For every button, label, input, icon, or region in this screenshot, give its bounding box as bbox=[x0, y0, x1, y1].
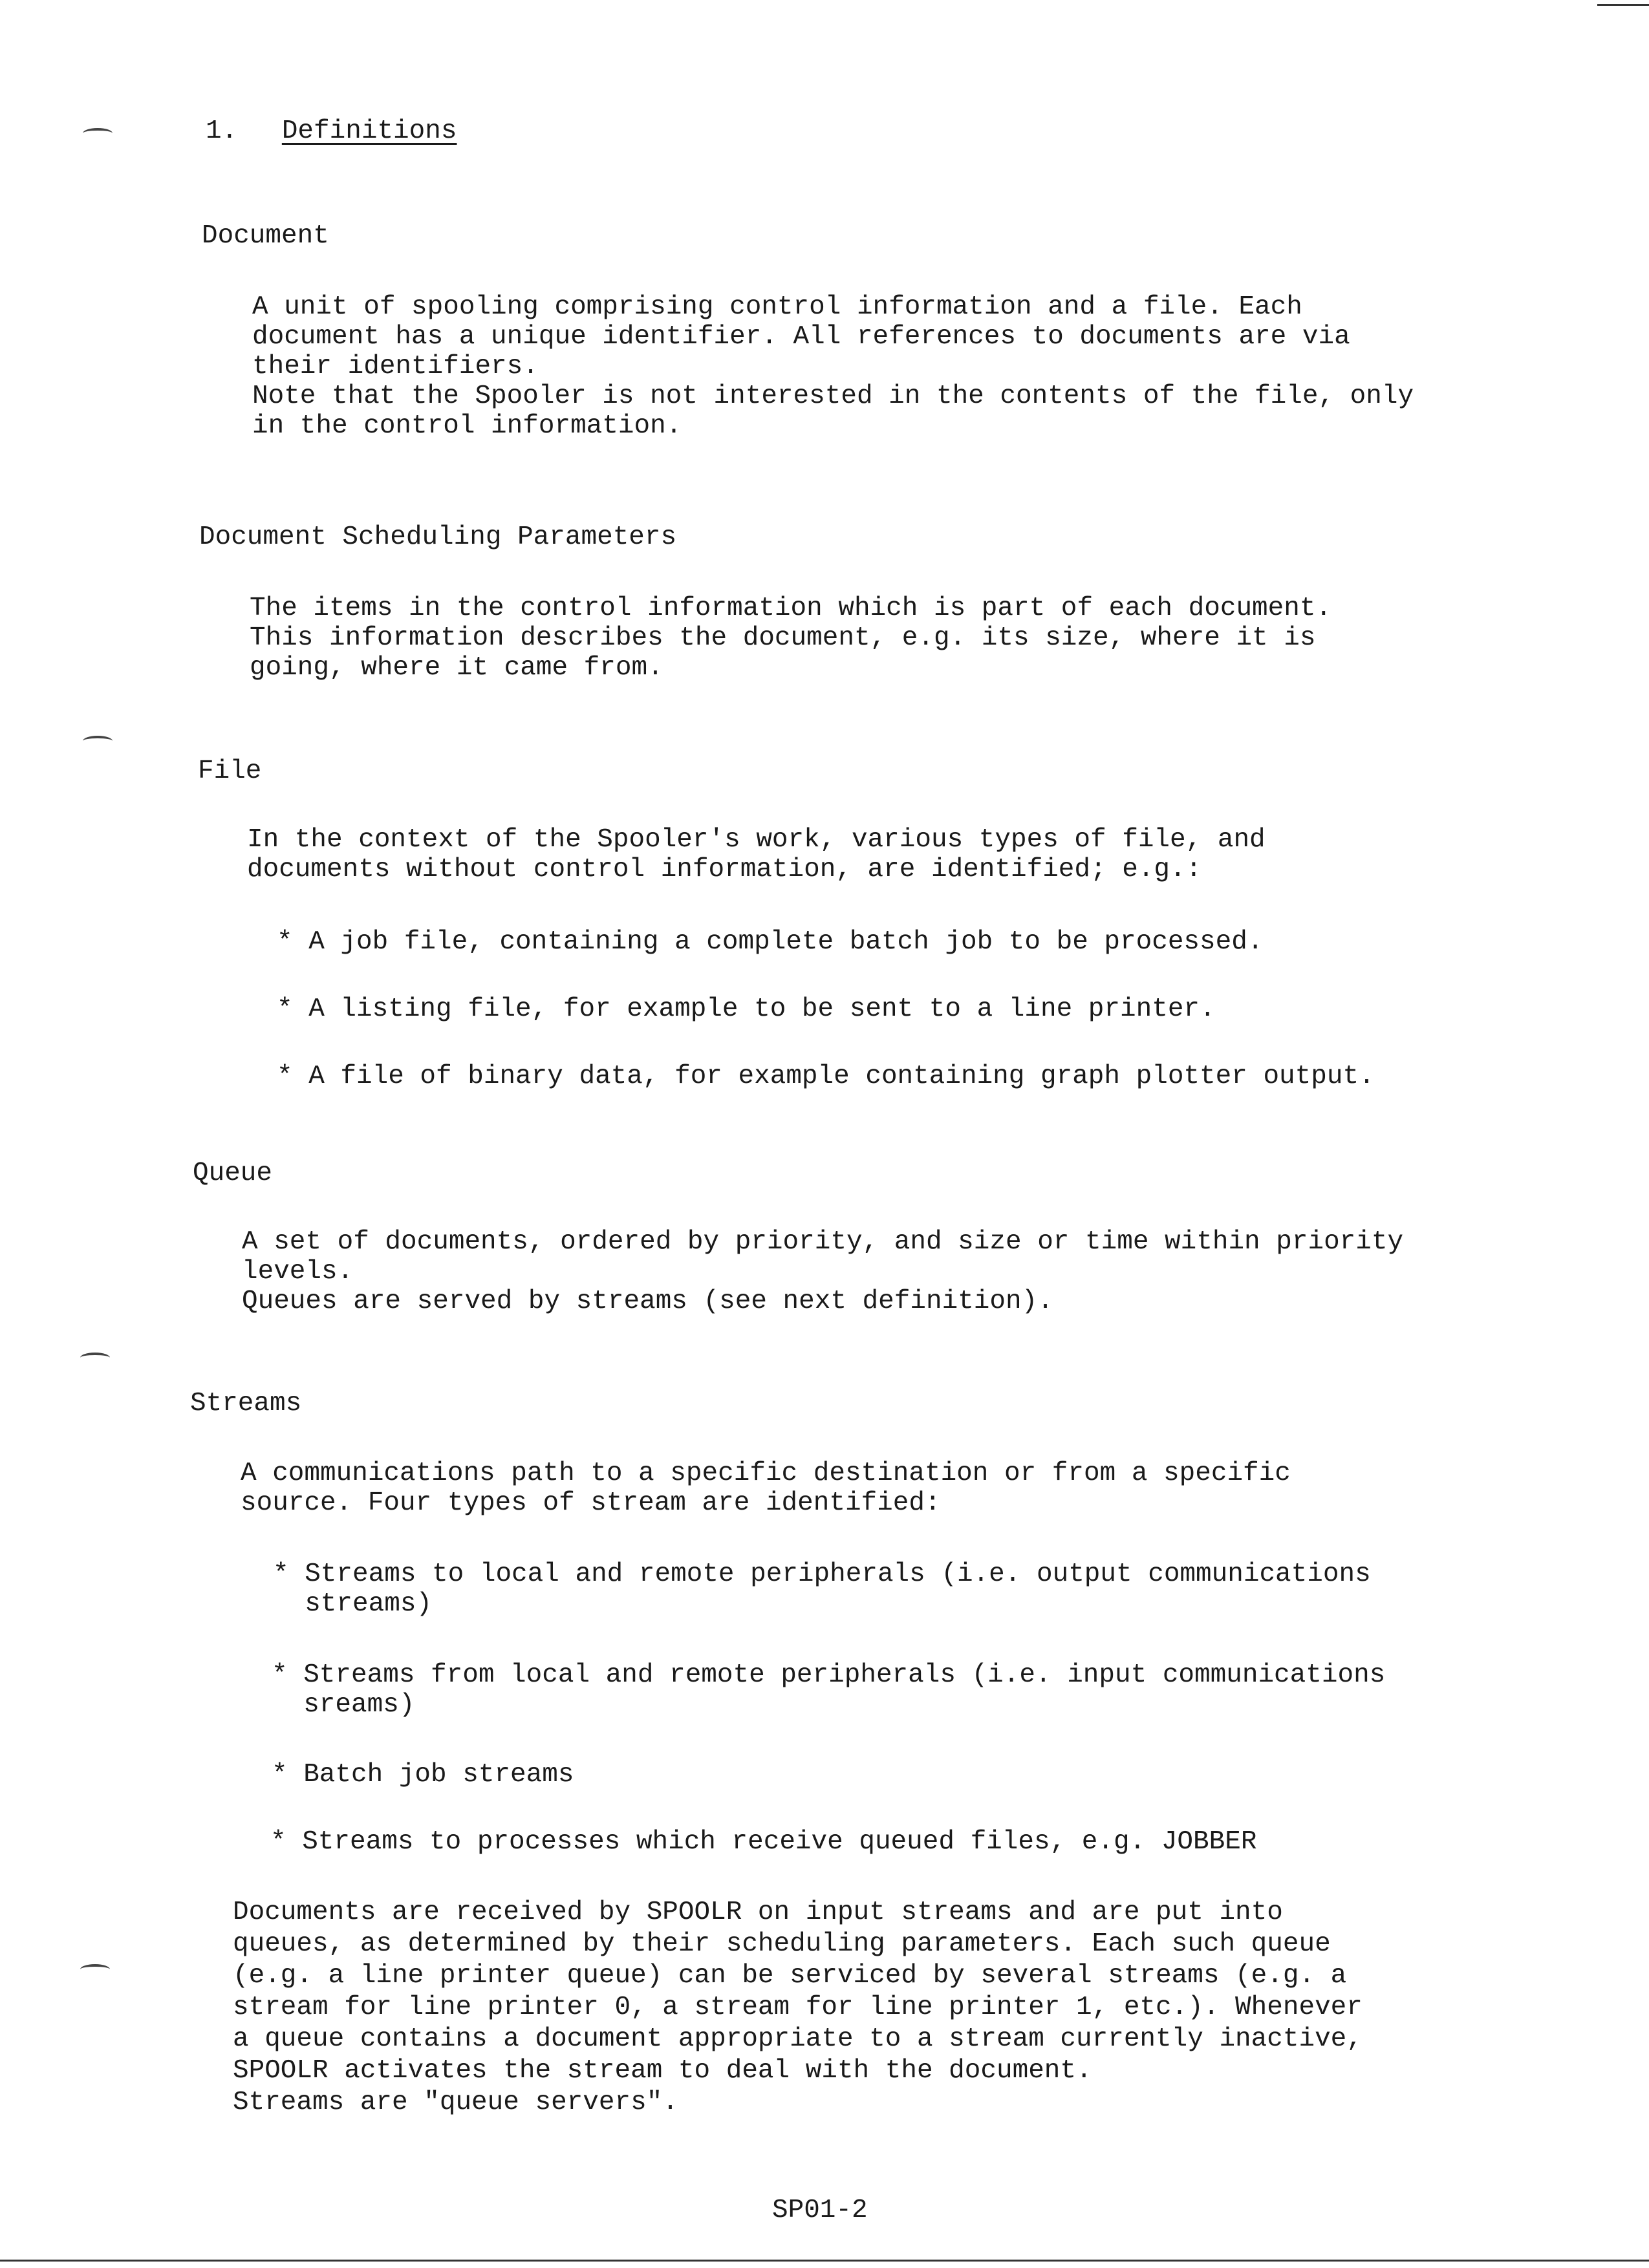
text-line: Queues are served by streams (see next definition). bbox=[242, 1287, 1053, 1316]
bullet-item: * A file of binary data, for example containing graph plotter output. bbox=[277, 1062, 1375, 1091]
text-line: source. Four types of stream are identified: bbox=[241, 1488, 941, 1518]
text-line: their identifiers. bbox=[252, 352, 539, 381]
definition-file bbox=[247, 825, 1266, 884]
text-line: Documents are received by SPOOLR on input streams and are put into bbox=[233, 1898, 1283, 1927]
text-line: document has a unique identifier. All references to documents are via bbox=[252, 322, 1350, 352]
term-streams: Streams bbox=[190, 1389, 302, 1418]
text-line: queues, as determined by their scheduling parameters. Each such queue bbox=[233, 1929, 1331, 1959]
punch-mark-3 bbox=[80, 1353, 110, 1363]
definition-document-scheduling-parameters bbox=[250, 594, 1331, 683]
section-heading bbox=[206, 116, 457, 146]
text-line: levels. bbox=[242, 1257, 354, 1287]
text-line: SPOOLR activates the stream to deal with the document. bbox=[233, 2056, 1092, 2086]
text-line: This information describes the document, e.g. its size, where it is bbox=[250, 623, 1316, 653]
punch-mark-2 bbox=[83, 736, 113, 746]
text-line: In the context of the Spooler's work, various types of file, and bbox=[247, 825, 1266, 855]
definition-streams bbox=[241, 1459, 1291, 1518]
bullet-item: * Batch job streams bbox=[272, 1760, 574, 1790]
section-title: Definitions bbox=[281, 116, 457, 146]
top-right-rule bbox=[1597, 4, 1649, 6]
page-number: SP01-2 bbox=[772, 2196, 868, 2225]
bullet-item: * Streams to local and remote peripherals (i.e. output communications streams) bbox=[273, 1559, 1371, 1619]
text-line: A communications path to a specific destination or from a specific bbox=[241, 1459, 1291, 1488]
term-file: File bbox=[198, 756, 262, 786]
bullet-item: * A job file, containing a complete batch job to be processed. bbox=[277, 927, 1264, 957]
term-document-scheduling-parameters: Document Scheduling Parameters bbox=[199, 522, 677, 552]
text-line: going, where it came from. bbox=[250, 653, 663, 683]
term-document: Document bbox=[202, 221, 329, 251]
text-line: A set of documents, ordered by priority, and size or time within priority bbox=[242, 1227, 1404, 1257]
text-line: Streams are "queue servers". bbox=[233, 2088, 678, 2117]
punch-mark-1 bbox=[83, 128, 113, 138]
term-queue: Queue bbox=[193, 1159, 273, 1188]
text-line: a queue contains a document appropriate to a stream currently inactive, bbox=[233, 2024, 1363, 2054]
text-line: in the control information. bbox=[252, 411, 682, 441]
section-number: 1. bbox=[206, 116, 238, 146]
bullet-item: * Streams from local and remote peripherals (i.e. input communications sreams) bbox=[272, 1660, 1386, 1720]
bullet-item: * A listing file, for example to be sent to a line printer. bbox=[277, 994, 1216, 1024]
text-line: (e.g. a line printer queue) can be serviced by several streams (e.g. a bbox=[233, 1961, 1347, 1991]
punch-mark-4 bbox=[80, 1964, 110, 1974]
text-line: The items in the control information which is part of each document. bbox=[250, 594, 1332, 623]
text-line: Note that the Spooler is not interested in the contents of the file, only bbox=[252, 381, 1414, 411]
definition-queue bbox=[242, 1227, 1403, 1316]
bullet-item: * Streams to processes which receive queued files, e.g. JOBBER bbox=[270, 1827, 1257, 1857]
closing-paragraph bbox=[233, 1897, 1363, 2119]
text-line: stream for line printer 0, a stream for line printer 1, etc.). Whenever bbox=[233, 1993, 1363, 2022]
text-line: A unit of spooling comprising control information and a file. Each bbox=[252, 292, 1302, 322]
definition-document bbox=[252, 292, 1414, 441]
text-line: documents without control information, are identified; e.g.: bbox=[247, 855, 1202, 884]
bottom-rule bbox=[0, 2260, 1649, 2262]
